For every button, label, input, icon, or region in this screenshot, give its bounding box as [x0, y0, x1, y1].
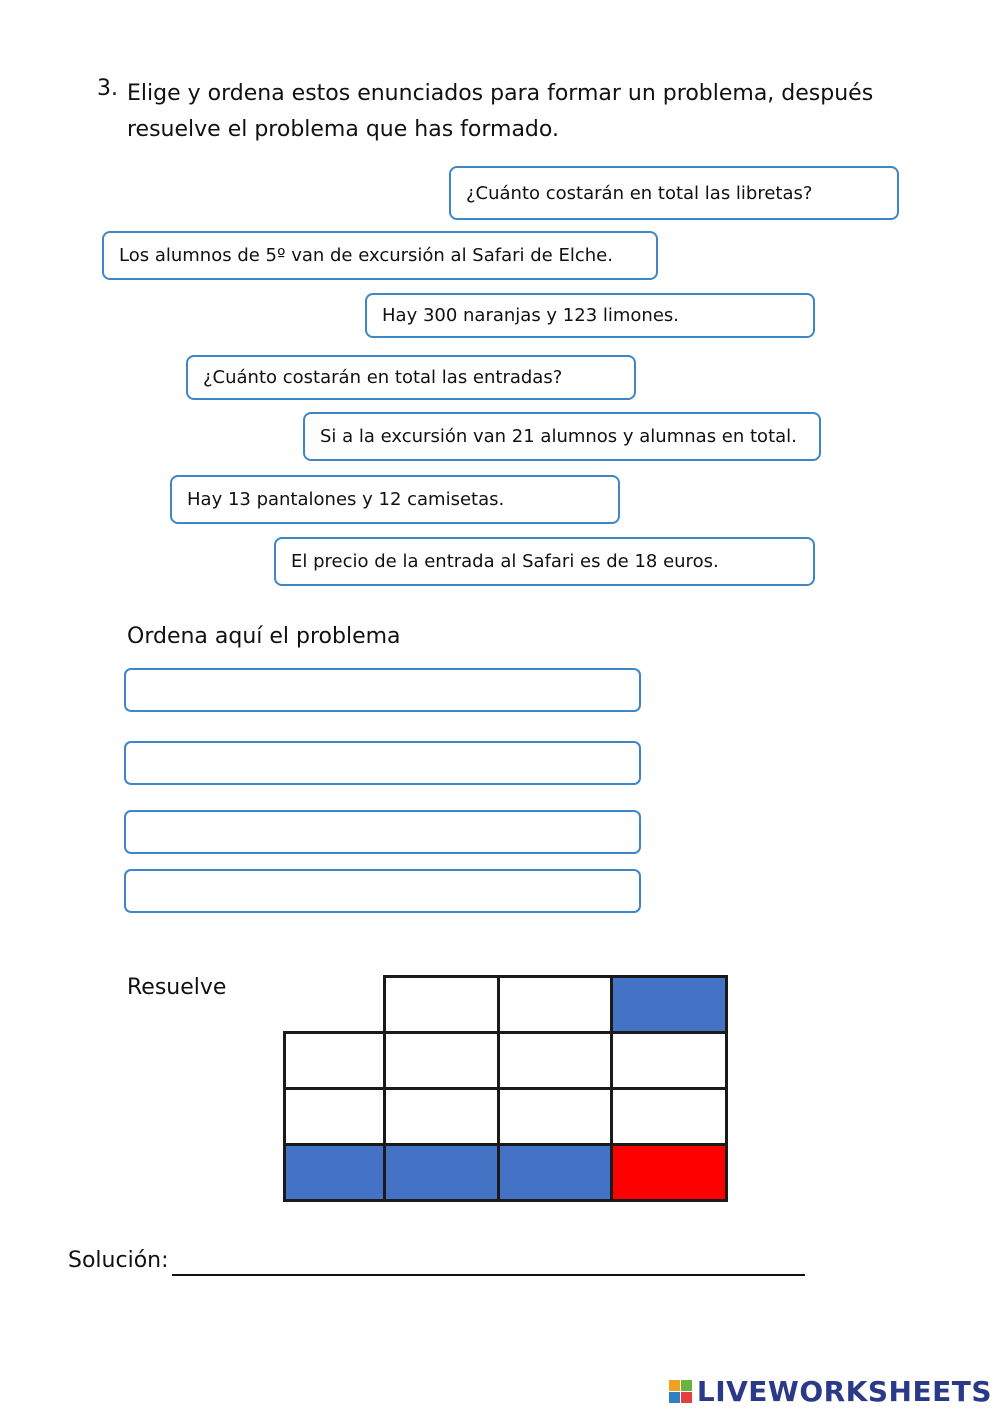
grid-cell-blocked [283, 1143, 386, 1202]
order-slot-1[interactable] [124, 668, 641, 712]
liveworksheets-logo-icon [669, 1380, 693, 1404]
grid-cell-input[interactable] [383, 1087, 500, 1146]
grid-cell-input[interactable] [283, 1087, 386, 1146]
grid-cell-input[interactable] [283, 1031, 386, 1090]
order-slot-4[interactable] [124, 869, 641, 913]
grid-cell-input[interactable] [497, 975, 613, 1034]
grid-cell-input[interactable] [497, 1031, 613, 1090]
order-slot-2[interactable] [124, 741, 641, 785]
grid-cell-highlight [610, 1143, 728, 1202]
order-section-label: Ordena aquí el problema [127, 624, 401, 649]
grid-cell-input[interactable] [497, 1087, 613, 1146]
brand-name: LIVEWORKSHEETS [696, 1375, 992, 1408]
question-number: 3. [97, 76, 118, 101]
brand-logo [669, 1375, 992, 1408]
grid-cell-input[interactable] [610, 1087, 728, 1146]
solution-answer-line[interactable] [172, 1274, 805, 1276]
solve-section-label: Resuelve [127, 975, 227, 1000]
grid-cell-blocked [497, 1143, 613, 1202]
grid-cell-blocked [610, 975, 728, 1034]
statement-card[interactable]: El precio de la entrada al Safari es de 18 euros. [274, 537, 815, 586]
grid-cell-blocked [383, 1143, 500, 1202]
order-slot-3[interactable] [124, 810, 641, 854]
grid-cell-input[interactable] [610, 1031, 728, 1090]
statement-card[interactable]: Si a la excursión van 21 alumnos y alumnas en total. [303, 412, 821, 461]
statement-card[interactable]: Los alumnos de 5º van de excursión al Safari de Elche. [102, 231, 658, 280]
grid-cell-input[interactable] [383, 1031, 500, 1090]
statement-card[interactable]: Hay 300 naranjas y 123 limones. [365, 293, 815, 338]
statement-card[interactable]: Hay 13 pantalones y 12 camisetas. [170, 475, 620, 524]
question-instructions: Elige y ordena estos enunciados para formar un problema, después resuelve el problema que has formado. [127, 81, 874, 142]
solution-label: Solución: [68, 1248, 169, 1273]
grid-cell-input[interactable] [383, 975, 500, 1034]
statement-card[interactable]: ¿Cuánto costarán en total las entradas? [186, 355, 636, 400]
statement-card[interactable]: ¿Cuánto costarán en total las libretas? [449, 166, 899, 220]
